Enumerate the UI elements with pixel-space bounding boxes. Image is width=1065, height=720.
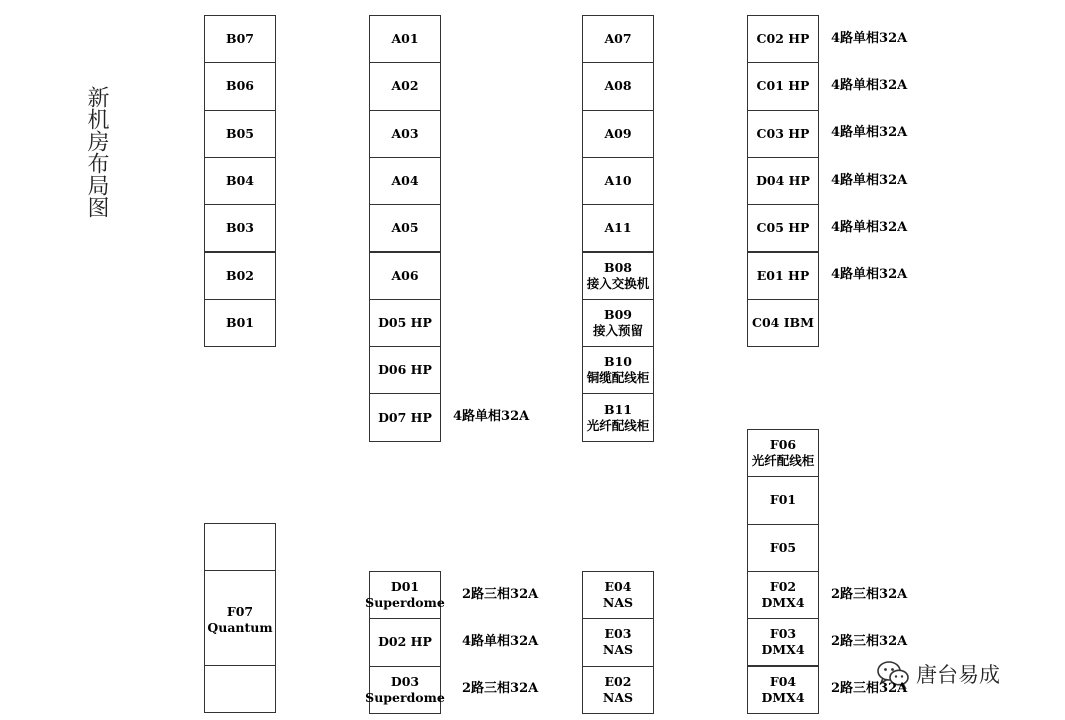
rack-label: A08 xyxy=(604,78,632,94)
power-spec-label: 2路三相32A xyxy=(462,681,539,697)
rack-label: A05 xyxy=(391,220,419,236)
rack-f01 xyxy=(747,476,819,524)
rack-d06 xyxy=(369,346,441,394)
rack-label: A10 xyxy=(604,173,632,189)
rack-label: F01 xyxy=(769,492,797,508)
rack-label: B02 xyxy=(226,267,254,283)
rack-c02 xyxy=(747,15,819,63)
rack-b01 xyxy=(204,299,276,347)
rack-b06 xyxy=(204,62,276,110)
rack-f03 xyxy=(747,618,819,666)
rack-label: C02 HP xyxy=(756,31,810,47)
power-spec-label: 4路单相32A xyxy=(462,633,539,649)
rack-e04 xyxy=(582,571,654,619)
rack-label: D02 HP xyxy=(378,634,432,650)
rack-label: C03 HP xyxy=(756,125,810,141)
rack-label: E04 NAS xyxy=(602,579,634,611)
rack-label: E01 HP xyxy=(756,267,810,283)
rack-label: B09 接入预留 xyxy=(592,306,643,338)
rack-a02 xyxy=(369,62,441,110)
rack-label: B08 接入交换机 xyxy=(586,259,650,291)
power-spec-label: 2路三相32A xyxy=(462,586,539,602)
rack-a08 xyxy=(582,62,654,110)
rack-f07 xyxy=(204,523,276,713)
rack-b02 xyxy=(204,252,276,300)
rack-d01 xyxy=(365,571,445,619)
rack-label: B10 铜缆配线柜 xyxy=(586,354,650,386)
power-spec-label: 4路单相32A xyxy=(831,30,908,46)
rack-divider xyxy=(204,665,276,666)
rack-label: A01 xyxy=(391,31,419,47)
rack-f04 xyxy=(747,666,819,714)
rack-e01 xyxy=(747,252,819,300)
power-spec-label: 4路单相32A xyxy=(831,77,908,93)
power-spec-label: 2路三相32A xyxy=(831,681,908,697)
watermark-text: 唐台易成 xyxy=(916,663,1000,687)
rack-d03 xyxy=(365,666,445,714)
rack-label: E02 NAS xyxy=(602,673,634,705)
rack-label: C01 HP xyxy=(756,78,810,94)
rack-a01 xyxy=(369,15,441,63)
rack-label: F03 DMX4 xyxy=(761,626,805,658)
rack-d07 xyxy=(369,393,441,441)
rack-d04 xyxy=(747,157,819,205)
rack-e03 xyxy=(582,618,654,666)
rack-b11 xyxy=(582,393,654,441)
power-spec-label: 4路单相32A xyxy=(453,409,530,425)
rack-divider xyxy=(204,570,276,571)
rack-a09 xyxy=(582,110,654,158)
rack-label: D05 HP xyxy=(378,314,432,330)
rack-b08 xyxy=(582,252,654,300)
power-spec-label: 4路单相32A xyxy=(831,219,908,235)
rack-b04 xyxy=(204,157,276,205)
rack-label: B03 xyxy=(226,220,254,236)
rack-f06 xyxy=(747,429,819,477)
rack-d02 xyxy=(369,618,441,666)
rack-label: B05 xyxy=(226,125,254,141)
rack-a07 xyxy=(582,15,654,63)
rack-f05 xyxy=(747,524,819,572)
rack-label: F02 DMX4 xyxy=(761,579,805,611)
rack-c05 xyxy=(747,204,819,252)
rack-a04 xyxy=(369,157,441,205)
rack-c03 xyxy=(747,110,819,158)
rack-b09 xyxy=(582,299,654,347)
rack-b07 xyxy=(204,15,276,63)
rack-label: F07 Quantum xyxy=(207,604,273,635)
rack-label: D03 Superdome xyxy=(365,673,445,705)
rack-c04 xyxy=(747,299,819,347)
power-spec-label: 2路三相32A xyxy=(831,633,908,649)
rack-label: F04 DMX4 xyxy=(761,673,805,705)
rack-a10 xyxy=(582,157,654,205)
rack-label: C04 IBM xyxy=(752,314,814,330)
rack-label: F05 xyxy=(769,539,797,555)
rack-label: D01 Superdome xyxy=(365,579,445,611)
rack-e02 xyxy=(582,666,654,714)
rack-label: A07 xyxy=(604,31,632,47)
rack-f02 xyxy=(747,571,819,619)
rack-label: A03 xyxy=(391,125,419,141)
rack-label: B01 xyxy=(226,314,254,330)
rack-b03 xyxy=(204,204,276,252)
page-title: 新机房布局图 xyxy=(84,86,109,218)
rack-b05 xyxy=(204,110,276,158)
power-spec-label: 4路单相32A xyxy=(831,172,908,188)
rack-label: A11 xyxy=(604,220,632,236)
power-spec-label: 2路三相32A xyxy=(831,586,908,602)
power-spec-label: 4路单相32A xyxy=(831,125,908,141)
rack-label: A02 xyxy=(391,78,419,94)
rack-d05 xyxy=(369,299,441,347)
rack-label: D07 HP xyxy=(378,409,432,425)
rack-c01 xyxy=(747,62,819,110)
rack-label: A06 xyxy=(391,267,419,283)
rack-a05 xyxy=(369,204,441,252)
rack-label: C05 HP xyxy=(756,220,810,236)
rack-b10 xyxy=(582,346,654,394)
rack-label: D06 HP xyxy=(378,362,432,378)
rack-label: B11 光纤配线柜 xyxy=(586,401,650,433)
rack-label: A09 xyxy=(604,125,632,141)
rack-a11 xyxy=(582,204,654,252)
rack-label: B07 xyxy=(226,31,254,47)
rack-label: E03 NAS xyxy=(602,626,634,658)
rack-label: B06 xyxy=(226,78,254,94)
rack-a03 xyxy=(369,110,441,158)
rack-a06 xyxy=(369,252,441,300)
power-spec-label: 4路单相32A xyxy=(831,267,908,283)
rack-label: A04 xyxy=(391,173,419,189)
rack-label: B04 xyxy=(226,173,254,189)
rack-label: D04 HP xyxy=(756,173,810,189)
rack-label: F06 光纤配线柜 xyxy=(751,437,815,469)
